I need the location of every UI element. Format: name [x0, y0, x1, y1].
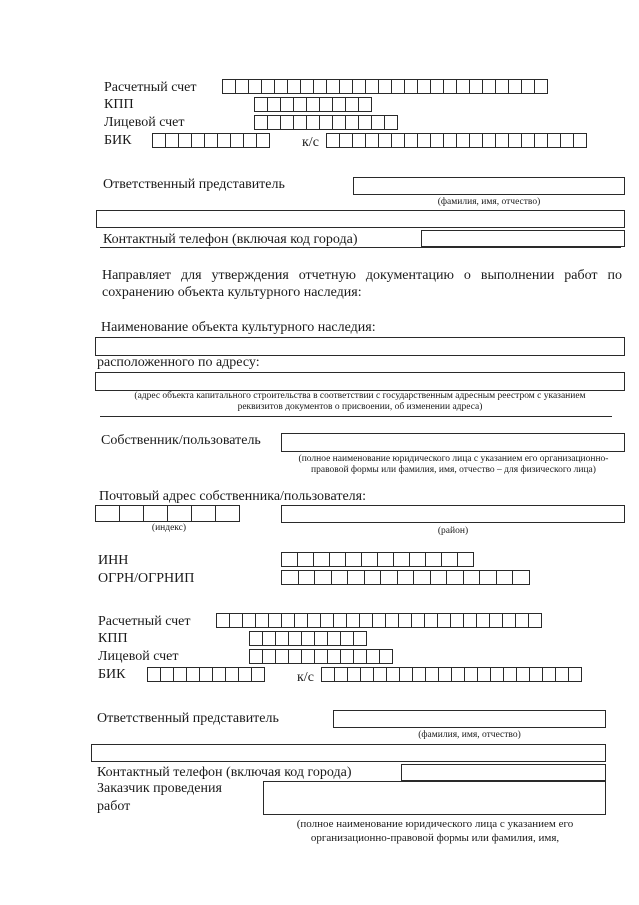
- char-cell[interactable]: [147, 667, 161, 682]
- char-cell[interactable]: [568, 667, 582, 682]
- rep-label-2: Ответственный представитель: [97, 711, 279, 726]
- char-cell[interactable]: [191, 133, 205, 148]
- char-cell[interactable]: [443, 79, 457, 94]
- char-cell[interactable]: [274, 79, 288, 94]
- kpp-label-2: КПП: [98, 631, 128, 646]
- char-cell[interactable]: [425, 667, 439, 682]
- object-name-field[interactable]: [95, 337, 625, 356]
- char-cell[interactable]: [347, 570, 365, 585]
- object-address-field[interactable]: [95, 372, 625, 391]
- char-cell[interactable]: [313, 79, 327, 94]
- char-cell[interactable]: [281, 570, 299, 585]
- ks-label: к/с: [302, 135, 319, 150]
- char-cell[interactable]: [314, 631, 328, 646]
- char-cell[interactable]: [521, 133, 535, 148]
- char-cell[interactable]: [251, 667, 265, 682]
- char-cell[interactable]: [384, 115, 398, 130]
- char-cell[interactable]: [332, 115, 346, 130]
- char-cell[interactable]: [378, 79, 392, 94]
- char-cell[interactable]: [437, 613, 451, 628]
- char-cell[interactable]: [534, 79, 548, 94]
- char-cell[interactable]: [482, 79, 496, 94]
- char-cell[interactable]: [399, 667, 413, 682]
- char-cell[interactable]: [199, 667, 213, 682]
- char-cell[interactable]: [516, 667, 530, 682]
- personal-account-cells[interactable]: [254, 115, 397, 130]
- char-cell[interactable]: [469, 133, 483, 148]
- char-cell[interactable]: [409, 552, 426, 567]
- char-cell[interactable]: [555, 667, 569, 682]
- char-cell[interactable]: [560, 133, 574, 148]
- ogrn-label: ОГРН/ОГРНИП: [98, 571, 195, 586]
- char-cell[interactable]: [359, 613, 373, 628]
- char-cell[interactable]: [167, 505, 192, 522]
- char-cell[interactable]: [143, 505, 168, 522]
- intro-text: Направляет для утверждения отчетную документацию о выполнении работ по сохранению объекта культурного наследия:: [102, 268, 622, 300]
- phone-label: Контактный телефон (включая код города): [103, 232, 358, 247]
- char-cell[interactable]: [495, 133, 509, 148]
- rep-caption: (фамилия, имя, отчество): [437, 197, 541, 207]
- char-cell[interactable]: [512, 570, 530, 585]
- phone-label-2: Контактный телефон (включая код города): [97, 765, 352, 780]
- char-cell[interactable]: [329, 552, 346, 567]
- customer-caption: (полное наименование юридического лица с указанием его организационно-правовой формы или фамилия, имя,: [296, 818, 574, 844]
- char-cell[interactable]: [249, 649, 263, 664]
- char-cell[interactable]: [222, 79, 236, 94]
- customer-field[interactable]: [263, 781, 606, 815]
- ks-cells-2[interactable]: [321, 667, 581, 682]
- char-cell[interactable]: [366, 649, 380, 664]
- char-cell[interactable]: [340, 631, 354, 646]
- char-cell[interactable]: [542, 667, 556, 682]
- char-cell[interactable]: [508, 79, 522, 94]
- char-cell[interactable]: [411, 613, 425, 628]
- char-cell[interactable]: [306, 97, 320, 112]
- char-cell[interactable]: [495, 79, 509, 94]
- char-cell[interactable]: [372, 613, 386, 628]
- char-cell[interactable]: [288, 649, 302, 664]
- char-cell[interactable]: [314, 570, 332, 585]
- rep-name-field-2[interactable]: [96, 210, 625, 228]
- char-cell[interactable]: [496, 570, 514, 585]
- char-cell[interactable]: [212, 667, 226, 682]
- kpp-cells-2[interactable]: [249, 631, 366, 646]
- char-cell[interactable]: [438, 667, 452, 682]
- char-cell[interactable]: [358, 97, 372, 112]
- char-cell[interactable]: [503, 667, 517, 682]
- char-cell[interactable]: [254, 115, 268, 130]
- char-cell[interactable]: [215, 505, 240, 522]
- char-cell[interactable]: [534, 133, 548, 148]
- char-cell[interactable]: [298, 570, 316, 585]
- char-cell[interactable]: [345, 97, 359, 112]
- char-cell[interactable]: [397, 570, 415, 585]
- char-cell[interactable]: [191, 505, 216, 522]
- char-cell[interactable]: [248, 79, 262, 94]
- kpp-cells[interactable]: [254, 97, 371, 112]
- postal-index-cells[interactable]: [95, 505, 239, 522]
- char-cell[interactable]: [573, 133, 587, 148]
- object-address-caption: (адрес объекта капитального строительства в соответствии с государственным адресным реестром с указанием реквизитов документов о присвоении, об изменении адреса): [134, 391, 586, 412]
- char-cell[interactable]: [502, 613, 516, 628]
- char-cell[interactable]: [297, 552, 314, 567]
- account-label-2: Расчетный счет: [98, 614, 191, 629]
- char-cell[interactable]: [404, 133, 418, 148]
- char-cell[interactable]: [490, 667, 504, 682]
- char-cell[interactable]: [249, 631, 263, 646]
- char-cell[interactable]: [479, 570, 497, 585]
- char-cell[interactable]: [255, 613, 269, 628]
- char-cell[interactable]: [378, 133, 392, 148]
- char-cell[interactable]: [165, 133, 179, 148]
- rep-name-field-3[interactable]: [333, 710, 606, 728]
- account-label: Расчетный счет: [104, 80, 197, 95]
- char-cell[interactable]: [326, 79, 340, 94]
- char-cell[interactable]: [373, 667, 387, 682]
- phone-field-2[interactable]: [401, 764, 606, 781]
- district-field[interactable]: [281, 505, 625, 523]
- char-cell[interactable]: [287, 79, 301, 94]
- char-cell[interactable]: [430, 570, 448, 585]
- char-cell[interactable]: [412, 667, 426, 682]
- char-cell[interactable]: [242, 613, 256, 628]
- char-cell[interactable]: [152, 133, 166, 148]
- char-cell[interactable]: [477, 667, 491, 682]
- customer-label-line2: работ: [97, 799, 131, 814]
- char-cell[interactable]: [352, 133, 366, 148]
- char-cell[interactable]: [301, 631, 315, 646]
- char-cell[interactable]: [119, 505, 144, 522]
- char-cell[interactable]: [482, 133, 496, 148]
- bik-label-2: БИК: [98, 667, 126, 682]
- char-cell[interactable]: [430, 133, 444, 148]
- district-caption: (район): [437, 526, 469, 536]
- char-cell[interactable]: [262, 649, 276, 664]
- char-cell[interactable]: [267, 97, 281, 112]
- char-cell[interactable]: [319, 97, 333, 112]
- char-cell[interactable]: [379, 649, 393, 664]
- char-cell[interactable]: [230, 133, 244, 148]
- char-cell[interactable]: [225, 667, 239, 682]
- rep-name-field[interactable]: [353, 177, 625, 195]
- char-cell[interactable]: [326, 133, 340, 148]
- char-cell[interactable]: [463, 570, 481, 585]
- char-cell[interactable]: [456, 79, 470, 94]
- phone-underline: [100, 247, 621, 248]
- char-cell[interactable]: [515, 613, 529, 628]
- char-cell[interactable]: [358, 115, 372, 130]
- customer-label-line1: Заказчик проведения: [97, 781, 222, 796]
- char-cell[interactable]: [430, 79, 444, 94]
- char-cell[interactable]: [293, 115, 307, 130]
- char-cell[interactable]: [347, 667, 361, 682]
- char-cell[interactable]: [333, 613, 347, 628]
- char-cell[interactable]: [95, 505, 120, 522]
- char-cell[interactable]: [521, 79, 535, 94]
- char-cell[interactable]: [280, 97, 294, 112]
- char-cell[interactable]: [464, 667, 478, 682]
- owner-field[interactable]: [281, 433, 625, 452]
- char-cell[interactable]: [425, 552, 442, 567]
- char-cell[interactable]: [307, 613, 321, 628]
- char-cell[interactable]: [457, 552, 474, 567]
- char-cell[interactable]: [441, 552, 458, 567]
- char-cell[interactable]: [300, 79, 314, 94]
- char-cell[interactable]: [404, 79, 418, 94]
- char-cell[interactable]: [334, 667, 348, 682]
- char-cell[interactable]: [332, 97, 346, 112]
- account-cells[interactable]: [222, 79, 547, 94]
- char-cell[interactable]: [281, 552, 298, 567]
- char-cell[interactable]: [320, 613, 334, 628]
- char-cell[interactable]: [216, 613, 230, 628]
- char-cell[interactable]: [446, 570, 464, 585]
- char-cell[interactable]: [327, 631, 341, 646]
- inn-cells[interactable]: [281, 552, 473, 567]
- char-cell[interactable]: [345, 115, 359, 130]
- char-cell[interactable]: [529, 667, 543, 682]
- char-cell[interactable]: [319, 115, 333, 130]
- char-cell[interactable]: [393, 552, 410, 567]
- char-cell[interactable]: [275, 631, 289, 646]
- kpp-label: КПП: [104, 97, 134, 112]
- char-cell[interactable]: [352, 79, 366, 94]
- char-cell[interactable]: [456, 133, 470, 148]
- char-cell[interactable]: [293, 97, 307, 112]
- char-cell[interactable]: [385, 613, 399, 628]
- char-cell[interactable]: [217, 133, 231, 148]
- char-cell[interactable]: [229, 613, 243, 628]
- char-cell[interactable]: [489, 613, 503, 628]
- object-name-label: Наименование объекта культурного наследия:: [101, 320, 376, 335]
- personal-account-label-2: Лицевой счет: [98, 649, 179, 664]
- index-caption: (индекс): [151, 523, 187, 533]
- char-cell[interactable]: [377, 552, 394, 567]
- char-cell[interactable]: [275, 649, 289, 664]
- char-cell[interactable]: [365, 79, 379, 94]
- char-cell[interactable]: [262, 631, 276, 646]
- char-cell[interactable]: [547, 133, 561, 148]
- char-cell[interactable]: [476, 613, 490, 628]
- char-cell[interactable]: [450, 613, 464, 628]
- inn-label: ИНН: [98, 553, 129, 568]
- char-cell[interactable]: [339, 79, 353, 94]
- char-cell[interactable]: [353, 631, 367, 646]
- phone-field[interactable]: [421, 230, 625, 247]
- char-cell[interactable]: [353, 649, 367, 664]
- owner-label: Собственник/пользователь: [101, 433, 261, 448]
- personal-account-cells-2[interactable]: [249, 649, 392, 664]
- account-cells-2[interactable]: [216, 613, 541, 628]
- char-cell[interactable]: [346, 613, 360, 628]
- char-cell[interactable]: [280, 115, 294, 130]
- char-cell[interactable]: [364, 570, 382, 585]
- char-cell[interactable]: [256, 133, 270, 148]
- char-cell[interactable]: [360, 667, 374, 682]
- char-cell[interactable]: [391, 133, 405, 148]
- postal-address-label: Почтовый адрес собственника/пользователя:: [99, 489, 366, 504]
- char-cell[interactable]: [386, 667, 400, 682]
- char-cell[interactable]: [173, 667, 187, 682]
- rep-label: Ответственный представитель: [103, 177, 285, 192]
- char-cell[interactable]: [235, 79, 249, 94]
- char-cell[interactable]: [267, 115, 281, 130]
- char-cell[interactable]: [306, 115, 320, 130]
- char-cell[interactable]: [186, 667, 200, 682]
- char-cell[interactable]: [294, 613, 308, 628]
- char-cell[interactable]: [281, 613, 295, 628]
- owner-caption: (полное наименование юридического лица с указанием его организационно-правовой формы или фамилия, имя, отчество – для физического лица): [298, 454, 609, 475]
- char-cell[interactable]: [345, 552, 362, 567]
- rep-name-field-4[interactable]: [91, 744, 606, 762]
- char-cell[interactable]: [204, 133, 218, 148]
- char-cell[interactable]: [417, 79, 431, 94]
- ks-label-2: к/с: [297, 670, 314, 685]
- bik-cells[interactable]: [152, 133, 269, 148]
- char-cell[interactable]: [314, 649, 328, 664]
- char-cell[interactable]: [243, 133, 257, 148]
- ks-cells[interactable]: [326, 133, 586, 148]
- bik-label: БИК: [104, 133, 132, 148]
- char-cell[interactable]: [365, 133, 379, 148]
- char-cell[interactable]: [424, 613, 438, 628]
- char-cell[interactable]: [469, 79, 483, 94]
- char-cell[interactable]: [451, 667, 465, 682]
- object-address-label: расположенного по адресу:: [97, 355, 260, 370]
- char-cell[interactable]: [339, 133, 353, 148]
- char-cell[interactable]: [417, 133, 431, 148]
- char-cell[interactable]: [391, 79, 405, 94]
- char-cell[interactable]: [443, 133, 457, 148]
- ogrn-cells[interactable]: [281, 570, 529, 585]
- char-cell[interactable]: [327, 649, 341, 664]
- char-cell[interactable]: [268, 613, 282, 628]
- char-cell[interactable]: [254, 97, 268, 112]
- char-cell[interactable]: [398, 613, 412, 628]
- char-cell[interactable]: [178, 133, 192, 148]
- char-cell[interactable]: [413, 570, 431, 585]
- char-cell[interactable]: [463, 613, 477, 628]
- rep-caption-2: (фамилия, имя, отчество): [418, 730, 521, 740]
- char-cell[interactable]: [371, 115, 385, 130]
- char-cell[interactable]: [238, 667, 252, 682]
- char-cell[interactable]: [288, 631, 302, 646]
- char-cell[interactable]: [301, 649, 315, 664]
- char-cell[interactable]: [261, 79, 275, 94]
- bik-cells-2[interactable]: [147, 667, 264, 682]
- char-cell[interactable]: [361, 552, 378, 567]
- address-underline: [100, 416, 612, 417]
- char-cell[interactable]: [340, 649, 354, 664]
- char-cell[interactable]: [160, 667, 174, 682]
- char-cell[interactable]: [380, 570, 398, 585]
- char-cell[interactable]: [321, 667, 335, 682]
- personal-account-label: Лицевой счет: [104, 115, 185, 130]
- char-cell[interactable]: [508, 133, 522, 148]
- char-cell[interactable]: [331, 570, 349, 585]
- char-cell[interactable]: [313, 552, 330, 567]
- char-cell[interactable]: [528, 613, 542, 628]
